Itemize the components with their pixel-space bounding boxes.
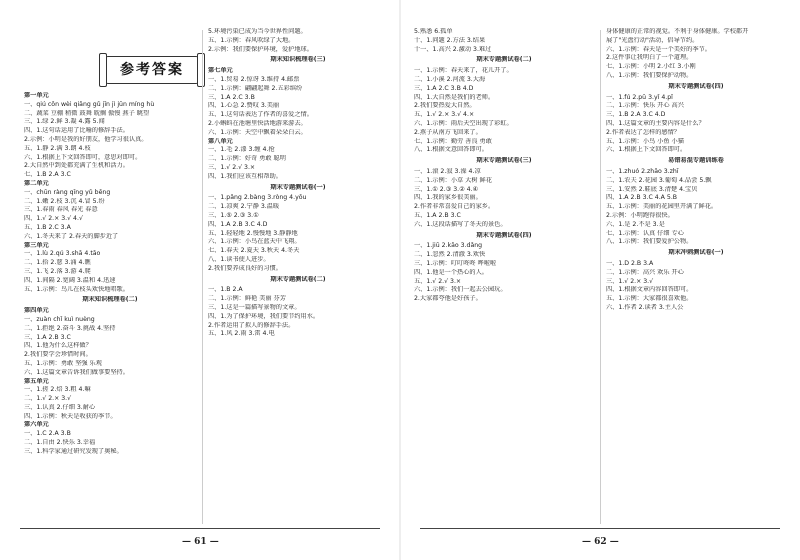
answer-line: 四、1.他为什么这样做？	[24, 342, 92, 350]
answer-line: 八、1.读书使人进步。	[208, 255, 270, 263]
answer-line: 2.燕子从南方飞回来了。	[414, 128, 482, 136]
answer-line: 五、1.风 2.雨 3.雷 4.电	[208, 330, 275, 338]
answer-line: 三、1.A 2.B 3.C	[24, 333, 71, 341]
answer-line: 六、1.冬天来了 2.春天的脚步近了	[24, 232, 119, 240]
answer-line: 十一、1.高兴 2.激动 3.难过	[414, 45, 492, 53]
answer-line: 二、1.拾 2.慈 3.涌 4.瞧	[24, 259, 91, 267]
answer-line: 六、1.示例：天空中飘着朵朵白云。	[208, 128, 307, 136]
answer-line: 2.这件事让我明白了一个道理。	[606, 54, 693, 62]
answer-line: 五、1.√ 2.√ 3.×	[414, 277, 462, 285]
answer-line: 一、1.毛 2.漆 3.缠 4.抢	[208, 146, 275, 154]
answer-line: 二、1.示例：快乐 开心 高兴	[606, 102, 684, 110]
answer-line: 五、1.轻轻地 2.慢慢地 3.静静地	[208, 229, 298, 237]
answer-line: 六、1.这段话描写了冬天的景色。	[414, 220, 507, 228]
answer-line: 五、1.示例：小鸟 小鱼 小猫	[606, 137, 684, 145]
answer-line: 八、1.示例：我们要爱护公物。	[606, 238, 693, 246]
answer-line: 一、1.贸易 2.惊讶 3.维持 4.邮票	[208, 75, 300, 83]
answer-line: 期末专题测试卷(二)	[476, 56, 532, 64]
answer-line: 第二单元	[24, 179, 49, 187]
answer-line: 四、1.这篇文章的主要内容是什么？	[606, 119, 705, 127]
answer-line: 六、1.根据上下文回答即可，意思对即可。	[24, 153, 142, 161]
answer-line: 六、1.作者 2.读者 3.主人公	[606, 303, 684, 311]
answer-line: 期末专题测试卷(三)	[476, 157, 532, 165]
answer-line: 期末知识梳理卷(三)	[270, 56, 326, 64]
answer-line: 三、1.安然 2.鞋底 3.清楚 4.宝贝	[606, 185, 698, 193]
answer-line: 五、1.示例：美丽的花园里开满了鲜花。	[606, 203, 718, 211]
answer-line: 一、chūn ràng qīng yǔ bēng	[24, 188, 111, 196]
answer-line: 五、1.示例：春风吹绿了大地。	[208, 36, 295, 44]
answer-line: 二、1.自由 2.快乐 3.幸福	[24, 439, 96, 447]
answer-line: 四、1.根据文章内容回答即可。	[606, 286, 693, 294]
answer-line: 2.作者运用了拟人的修辞手法。	[208, 321, 295, 329]
answer-line: 第七单元	[208, 67, 233, 75]
answer-line: 三、1.示例：叮叮咚咚 哗啦啦	[414, 259, 497, 267]
answer-line: 一、1.滚 2.寂 3.澡 4.凉	[414, 167, 481, 175]
answer-line: 二、1.农夫 2.花园 3.葡萄 4.品尝 5.飘	[606, 176, 712, 184]
answer-line: 七、1.示例：认真 仔细 专心	[606, 229, 684, 237]
answer-title: 参考答案	[120, 62, 184, 78]
answer-line: 2.大家都夸他是好孩子。	[414, 295, 482, 303]
answer-line: 三、1.绿 2.鲜 3.凝 4.露 5.闻	[24, 118, 105, 126]
answer-line: 三、1.√ 2.√ 3.×	[208, 163, 256, 171]
answer-line: 一、1.B 2.A	[208, 286, 243, 294]
answer-line: 5.环境污染已成为当今世界性问题。	[208, 28, 307, 35]
answer-line: 三、1.认真 2.仔细 3.耐心	[24, 403, 96, 411]
column-3	[414, 28, 594, 526]
footer-rule	[20, 528, 380, 529]
answer-line: 期末专题测试卷(四)	[668, 82, 724, 90]
answer-line: 一、qiú cōn wèi qiāng gǔ jīn jì jūn míng hù	[24, 100, 155, 108]
answer-title-banner	[105, 56, 199, 84]
answer-line: 二、蔬菜 豆棚 稍微 鼓舞 耽搁 傲慢 燕子 眺望	[24, 109, 150, 117]
answer-line: 五、1.静 2.满 3.朗 4.枝	[24, 144, 91, 152]
answer-line: 2.小蝌蚪在池塘里快活地游来游去。	[208, 119, 307, 127]
answer-line: 三、1.① 2.③ 3.② 4.④	[414, 185, 479, 193]
page-number-left: — 61 —	[182, 537, 219, 547]
answer-line: 2.示例：我们要保护环境，爱护地球。	[208, 45, 313, 53]
answer-line: 六、1.示例：雨后天空出现了彩虹。	[414, 119, 513, 127]
answer-line: 四、1.为了保护环境，我们要节约用水。	[208, 312, 320, 320]
answer-line: 三、1.这是一篇描写景物的文章。	[208, 303, 301, 311]
answer-line: 2.大自然中到处都充满了生机和活力。	[24, 162, 129, 170]
answer-line: 六、1.这篇文章告诉我们做事要坚持。	[24, 368, 129, 376]
answer-line: 第一单元	[24, 92, 49, 99]
answer-line: 六、1.根据上下文回答即可。	[606, 146, 687, 154]
column-divider	[600, 30, 601, 524]
answer-line: 一、1.fú 2.pū 3.yǐ 4.pǐ	[606, 93, 673, 101]
answer-line: 一、1.lù 2.qú 3.shā 4.tāo	[24, 250, 101, 258]
answer-line: 一、1.示例：春天来了，花儿开了。	[414, 67, 513, 75]
answer-line: 七、1.示例：小明 2.小红 3.小刚	[606, 63, 696, 71]
answer-line: 五、1.B 2.C 3.A	[24, 223, 71, 231]
answer-line: 三、1.⑤ 2.③ 3.①	[208, 211, 259, 219]
answer-line: 四、1.A 2.B 3.C 4.A 5.B	[606, 194, 678, 202]
answer-line: 二、1.凉爽 2.宁静 3.温暖	[208, 203, 280, 211]
answer-line: 六、1.示例：小鸟在蓝天中飞翔。	[208, 238, 301, 246]
answer-line: 三、1.飞 2.落 3.游 4.爬	[24, 267, 91, 275]
answer-line: 身体健康的正常的视觉。不利于身体健康。学校都开	[606, 28, 749, 35]
answer-line: 四、1.A 2.B 3.C 4.D	[208, 220, 268, 228]
answer-line: 二、1.小溪 2.河流 3.大海	[414, 75, 486, 83]
answer-line: 三、1.A 2.C 3.B	[208, 93, 255, 101]
answer-line: 六、1.是 2.不是 3.是	[606, 220, 665, 228]
page-number-right: — 62 —	[582, 537, 619, 547]
answer-line: 四、1.示例：秋天是收获的季节。	[24, 412, 117, 420]
answer-line: 2.示例：小明是我的好朋友，他学习很认真。	[24, 135, 148, 143]
answer-line: 展了"光盘行动"活动，倡导节约。	[606, 36, 699, 44]
answer-line: 八、1.示例：我们要保护动物。	[606, 71, 693, 79]
answer-line: 二、1.示例：鲜艳 美丽 芬芳	[208, 295, 286, 303]
answer-line: 一、1.D 2.B 3.A	[606, 259, 654, 267]
answer-line: 二、1.√ 2.× 3.√	[24, 395, 72, 403]
answer-line: 2.我们要养成良好的习惯。	[208, 264, 282, 272]
footer-rule	[420, 528, 780, 529]
answer-line: 期末知识梳理卷(二)	[82, 296, 138, 304]
answer-line: 四、1.我们应该互相帮助。	[208, 172, 282, 180]
answer-line: 五、1.这句话表达了作者的喜爱之情。	[208, 111, 313, 119]
answer-line: 2.示例：小明跑得很快。	[606, 211, 674, 219]
answer-line: 三、1.春雨 春风 春光 春意	[24, 206, 98, 214]
answer-line: 四、1.√ 2.× 3.√ 4.√	[24, 215, 83, 223]
answer-line: 三、1.B 2.A 3.C 4.D	[606, 111, 666, 119]
answer-line: 四、1.间隔 2.宽阔 3.温和 4.迅速	[24, 276, 116, 284]
answer-line: 易错易混专题训练卷	[668, 157, 724, 165]
answer-line: 三、1.√ 2.× 3.√	[606, 277, 654, 285]
answer-line: 四、1.大自然是我们的老师。	[414, 93, 495, 101]
answer-line: 二、1.示例：小草 大树 鲜花	[414, 176, 492, 184]
answer-line: 八、1.根据文意回答即可。	[414, 146, 488, 154]
column-4	[606, 28, 786, 526]
answer-line: 五、1.示例：勇敢 坚强 乐观	[24, 359, 102, 367]
answer-line: 四、1.心急 2.赞叹 3.美丽	[208, 102, 280, 110]
answer-line: 七、1.春天 2.夏天 3.秋天 4.冬天	[208, 247, 300, 255]
answer-line: 三、1.A 2.C 3.B 4.D	[414, 84, 474, 92]
answer-line: 五、1.√ 2.× 3.√ 4.×	[414, 111, 475, 119]
answer-line: 五、1.示例：大家都很喜欢他。	[606, 295, 693, 303]
answer-line: 期末专题测试卷(二)	[270, 275, 326, 283]
answer-line: 二、1.拒绝 2.奋斗 3.挑战 4.坚持	[24, 324, 116, 332]
answer-line: 一、1.搓 2.焙 3.粗 4.嘛	[24, 386, 91, 394]
answer-line: 2.作者表达了怎样的感情？	[606, 128, 680, 136]
answer-line: 二、1.嫩 2.枝 3.沉 4.冒 5.纷	[24, 197, 105, 205]
answer-line: 期末专题测试卷(四)	[476, 231, 532, 239]
answer-line: 五、1.A 2.B 3.C	[414, 211, 461, 219]
answer-line: 2.我们要学会珍惜时间。	[24, 351, 92, 359]
answer-line: 二、1.忽然 2.清澈 3.欢快	[414, 251, 486, 259]
answer-line: 十、1.问题 2.方法 3.结果	[414, 36, 486, 44]
answer-line: 二、1.示例：好奇 勇敢 聪明	[208, 155, 286, 163]
answer-line: 2.我们要热爱大自然。	[414, 102, 476, 110]
answer-line: 七、1.B 2.A 3.C	[24, 171, 71, 179]
answer-line: 第三单元	[24, 241, 49, 249]
column-1	[24, 92, 196, 526]
answer-line: 六、1.示例：春天是一个美好的季节。	[606, 45, 711, 53]
answer-line: 第四单元	[24, 307, 49, 315]
answer-line: 五、1.示例：鸟儿在枝头欢快地唱歌。	[24, 285, 129, 293]
answer-line: 一、1.C 2.A 3.B	[24, 430, 71, 438]
answer-line: 一、1.pǎng 2.bàng 3.ròng 4.yōu	[208, 194, 307, 202]
answer-line: 第五单元	[24, 377, 49, 385]
answer-line: 第八单元	[208, 137, 233, 145]
answer-line: 期末专题测试卷(一)	[270, 183, 326, 191]
answer-line: 第六单元	[24, 421, 49, 429]
answer-line: 三、1.科学家通过研究发现了奥秘。	[24, 447, 123, 455]
answer-line: 七、1.示例：勤劳 善良 勇敢	[414, 137, 492, 145]
answer-line: 一、1.jiū 2.kāo 3.dǎng	[414, 242, 483, 250]
answer-line: 四、1.我的家乡很美丽。	[414, 194, 482, 202]
answer-line: 四、1.他是一个热心的人。	[414, 268, 488, 276]
answer-line: 四、1.这句话运用了比喻的修辞手法。	[24, 127, 129, 135]
column-divider	[202, 30, 203, 524]
answer-line: 二、1.示例：翩翩起舞 2.五彩缤纷	[208, 84, 303, 92]
column-2	[208, 28, 388, 526]
answer-line: 六、1.示例：我们一起去公园玩。	[414, 286, 507, 294]
answer-line: 二、1.示例：高兴 欢乐 开心	[606, 268, 684, 276]
answer-line: 期末冲刺测试卷(一)	[668, 249, 724, 257]
answer-line: 5.熟悉 6.孤单	[414, 28, 453, 35]
right-page	[400, 0, 800, 560]
answer-line: 一、zuàn chǐ kuì nuèng	[24, 315, 95, 323]
answer-line: 2.作者非常喜爱自己的家乡。	[414, 203, 495, 211]
answer-line: 一、1.zhuó 2.zhāo 3.zhī	[606, 167, 679, 175]
